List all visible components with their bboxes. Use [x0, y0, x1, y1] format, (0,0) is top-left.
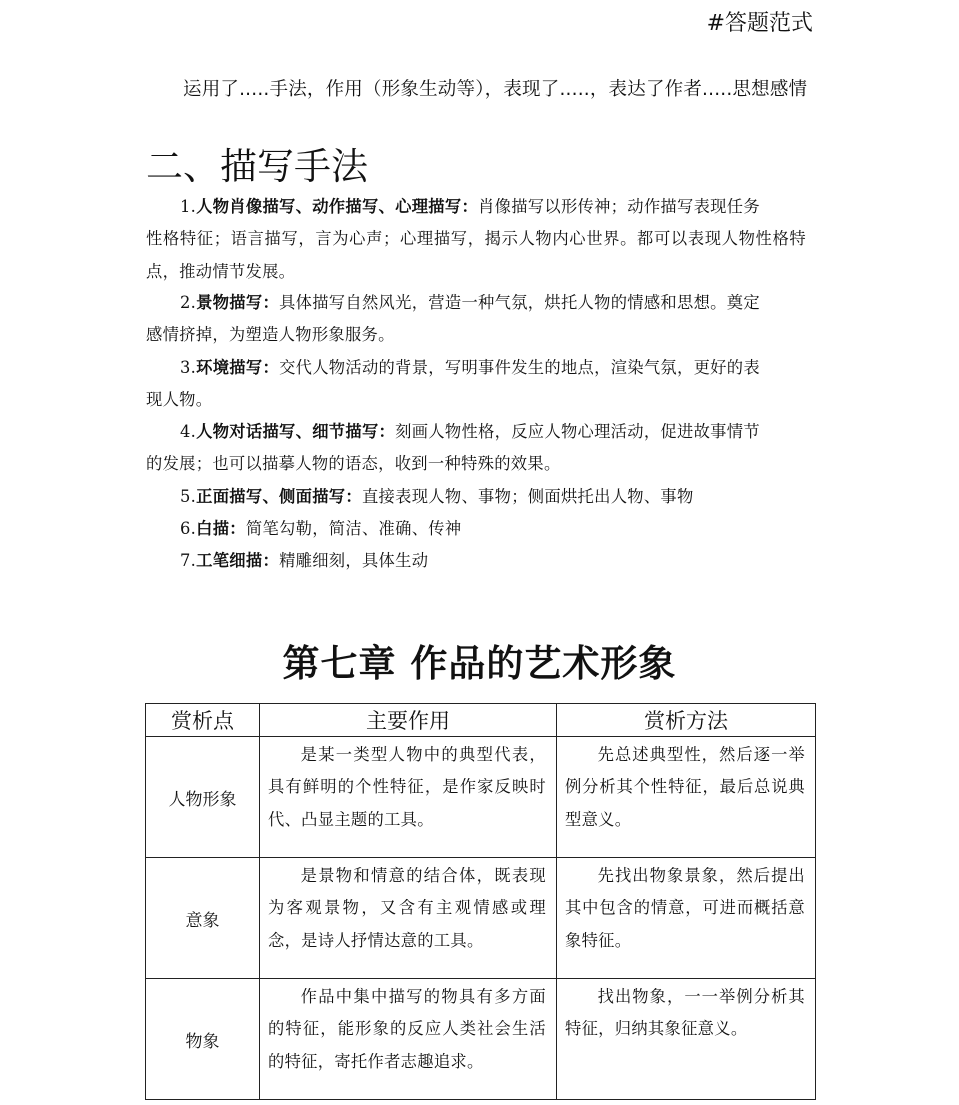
appreciation-table — [145, 703, 816, 1100]
list-item — [146, 545, 806, 577]
item-number: 3. — [180, 358, 197, 377]
method-cell — [557, 858, 816, 979]
item-number: 2. — [180, 293, 197, 312]
method-cell — [557, 979, 816, 1100]
item-label: 白描： — [196, 519, 246, 538]
role-cell — [260, 737, 557, 858]
table-row — [146, 979, 816, 1100]
method-text: 先找出物象景象，然后提出其中包含的情意，可进而概括意象特征。 — [565, 866, 805, 950]
item-description: 精雕细刻，具体生动 — [279, 551, 429, 570]
list-item — [146, 352, 806, 417]
table-header-row — [146, 704, 816, 737]
role-text: 作品中集中描写的物具有多方面的特征，能形象的反应人类社会生活的特征，寄托作者志趣追求。 — [268, 987, 546, 1071]
item-description-continued: 感情挤掉，为塑造人物形象服务。 — [146, 325, 395, 345]
header-tag: #答题范式 — [706, 11, 813, 36]
section-title: 二、描写手法 — [146, 145, 368, 188]
item-description: 直接表现人物、事物；侧面烘托出人物、事物 — [361, 487, 694, 506]
list-item — [146, 191, 806, 288]
item-description: 具体描写自然风光，营造一种气氛，烘托人物的情感和思想。奠定 — [279, 293, 760, 312]
item-description: 简笔勾勒，简洁、准确、传神 — [245, 519, 462, 538]
item-description-continued: 现人物。 — [146, 390, 213, 410]
method-cell — [557, 737, 816, 858]
point-cell: 物象 — [146, 979, 260, 1100]
item-label: 正面描写、侧面描写： — [196, 487, 362, 506]
method-text: 先总述典型性，然后逐一举例分析其个性特征，最后总说典型意义。 — [565, 745, 805, 829]
role-cell — [260, 858, 557, 979]
column-header: 主要作用 — [260, 704, 557, 737]
item-label: 人物对话描写、细节描写： — [196, 422, 396, 441]
item-number: 1. — [180, 197, 197, 216]
role-cell — [260, 979, 557, 1100]
item-description: 交代人物活动的背景，写明事件发生的地点，渲染气氛，更好的表 — [279, 358, 760, 377]
role-text: 是某一类型人物中的典型代表，具有鲜明的个性特征，是作家反映时代、凸显主题的工具。 — [268, 745, 546, 829]
item-label: 人物肖像描写、动作描写、心理描写： — [196, 197, 479, 216]
item-number: 7. — [180, 551, 197, 570]
role-text: 是景物和情意的结合体，既表现为客观景物，又含有主观情感或理念，是诗人抒情达意的工具。 — [268, 866, 546, 950]
item-number: 6. — [180, 519, 197, 538]
item-label: 景物描写： — [196, 293, 280, 312]
point-cell: 人物形象 — [146, 737, 260, 858]
item-description-continued: 性格特征；语言描写，言为心声；心理描写，揭示人物内心世界。都可以表现人物性格特点，推动情节发展。 — [146, 229, 806, 281]
item-description-continued: 的发展；也可以描摹人物的语态，收到一种特殊的效果。 — [146, 454, 561, 474]
list-item — [146, 481, 806, 513]
column-header: 赏析方法 — [557, 704, 816, 737]
item-label: 工笔细描： — [196, 551, 280, 570]
item-number: 5. — [180, 487, 197, 506]
list-item — [146, 513, 806, 545]
item-description: 刻画人物性格，反应人物心理活动，促进故事情节 — [395, 422, 760, 441]
table-row — [146, 858, 816, 979]
item-label: 环境描写： — [196, 358, 280, 377]
table-row — [146, 737, 816, 858]
item-description: 肖像描写以形传神；动作描写表现任务 — [478, 197, 760, 216]
chapter-title: 第七章 作品的艺术形象 — [282, 642, 677, 685]
column-header: 赏析点 — [146, 704, 260, 737]
list-item — [146, 416, 806, 481]
method-text: 找出物象，一一举例分析其特征，归纳其象征意义。 — [565, 987, 805, 1039]
point-cell: 意象 — [146, 858, 260, 979]
list-item — [146, 287, 806, 352]
answer-formula: 运用了.....手法，作用（形象生动等），表现了.....，表达了作者.....思想感情 — [183, 79, 808, 100]
item-number: 4. — [180, 422, 197, 441]
